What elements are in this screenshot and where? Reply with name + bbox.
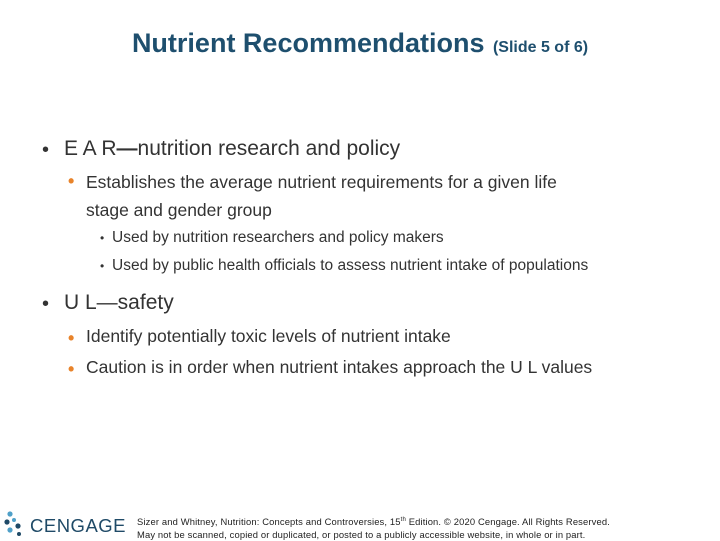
bullet-ul: U L—safety xyxy=(64,291,174,314)
sub-bullet-marker: • xyxy=(68,171,75,191)
footer-edition-sup: th xyxy=(400,517,406,523)
cengage-logo xyxy=(4,508,127,540)
sub-bullet-marker: • xyxy=(68,359,75,379)
ear-dash: — xyxy=(116,137,138,160)
ear-sub-line-2: stage and gender group xyxy=(86,200,272,220)
copyright-footer xyxy=(137,514,697,541)
bullet-marker: • xyxy=(42,293,50,315)
footer-line-1 xyxy=(137,514,697,528)
footer-citation: Sizer and Whitney, Nutrition: Concepts and Controversies, 15 xyxy=(137,516,401,528)
ear-item-2: Used by public health officials to assess nutrient intake of populations xyxy=(112,257,589,274)
ear-item-1: Used by nutrition researchers and policy makers xyxy=(112,229,444,246)
footer-rights: Edition. © 2020 Cengage. All Rights Reserved. xyxy=(405,516,610,528)
ul-item-2: Caution is in order when nutrient intakes approach the U L values xyxy=(86,357,593,377)
slide-number: (Slide 5 of 6) xyxy=(492,39,589,56)
slide-title-main: Nutrient Recommendations xyxy=(131,28,485,58)
sub-bullet-marker: • xyxy=(68,328,75,348)
ear-rest: nutrition research and policy xyxy=(137,137,401,160)
ear-abbr: E A R xyxy=(64,137,117,160)
bullet-ear xyxy=(64,137,400,161)
sub-sub-bullet-marker: • xyxy=(100,231,105,245)
cengage-logo-icon xyxy=(4,508,28,538)
ul-item-1: Identify potentially toxic levels of nutrient intake xyxy=(86,326,451,346)
sub-sub-bullet-marker: • xyxy=(100,259,105,273)
footer-line-2: May not be scanned, copied or duplicated, or posted to a publicly accessible website, in whole or in part. xyxy=(137,529,586,541)
slide-title xyxy=(0,28,720,59)
bullet-marker: • xyxy=(42,139,50,161)
ear-sub-line-1: Establishes the average nutrient requirements for a given life xyxy=(86,172,557,192)
logo-text: CENGAGE xyxy=(30,515,127,536)
